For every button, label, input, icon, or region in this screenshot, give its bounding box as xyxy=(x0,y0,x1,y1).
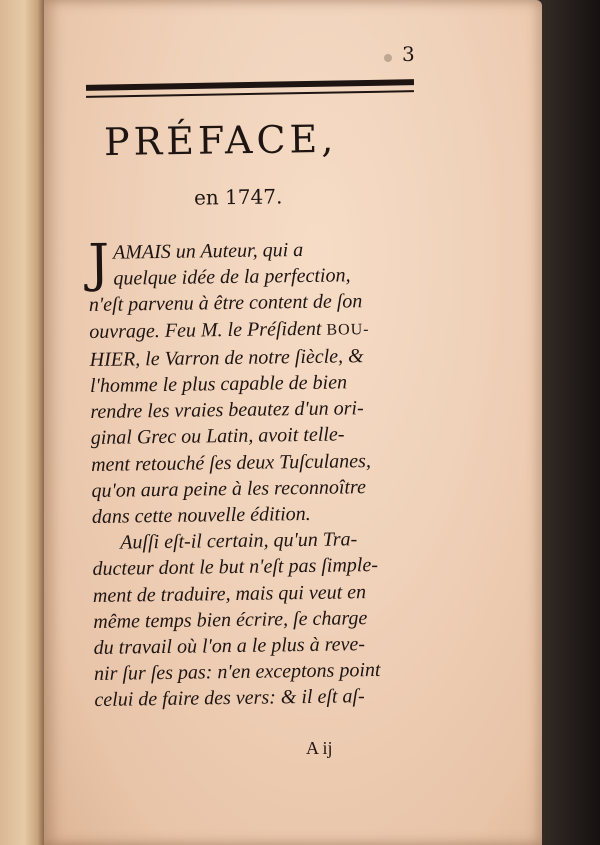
header-rule-thin xyxy=(86,90,414,98)
text-line: dans cette nouvelle édition. xyxy=(91,502,311,529)
text-line: même temps bien écrire, ſe charge xyxy=(93,606,368,633)
text-line: n'eſt parvenu à être content de ſon xyxy=(88,290,363,317)
text-segment: ouvrage. Feu M. le Préſident xyxy=(89,317,322,343)
text-line: nir ſur ſes pas: n'en exceptons point xyxy=(93,659,381,686)
facing-page-edge xyxy=(0,0,44,845)
text-line: quelque idée de la perfection, xyxy=(113,264,351,290)
drop-cap: J xyxy=(87,233,110,294)
text-segment-bou: BOU- xyxy=(326,320,370,339)
text-line: l'homme le plus capable de bien xyxy=(89,371,348,398)
text-line: ment de traduire, mais qui veut en xyxy=(92,580,367,607)
page-title: PRÉFACE, xyxy=(103,116,338,165)
text-line: ment retouché ſes deux Tuſculanes, xyxy=(90,449,372,476)
text-line: AMAIS un Auteur, qui a xyxy=(112,238,304,264)
book-page xyxy=(44,0,542,845)
text-line: ducteur dont le but n'eſt pas ſimple- xyxy=(92,554,379,581)
text-line: Auſſi eſt-il certain, qu'un Tra- xyxy=(120,528,358,554)
text-line: ginal Grec ou Latin, avoit telle- xyxy=(90,423,345,450)
text-line: HIER, le Varron de notre ſiècle, & xyxy=(89,344,364,371)
text-line: qu'on aura peine à les reconnoître xyxy=(91,475,367,502)
header-rule-thick xyxy=(86,79,414,91)
page-subtitle: en 1747. xyxy=(193,184,283,210)
text-line: rendre les vraies beautez d'un ori- xyxy=(90,397,364,424)
page-number: 3 xyxy=(402,42,415,66)
text-line: celui de faire des vers: & il eſt aſ- xyxy=(94,685,365,712)
text-line: du travail où l'on a le plus à reve- xyxy=(93,633,366,660)
body-text xyxy=(88,235,435,713)
signature-mark: A ij xyxy=(306,738,333,758)
ink-blot xyxy=(384,54,392,62)
